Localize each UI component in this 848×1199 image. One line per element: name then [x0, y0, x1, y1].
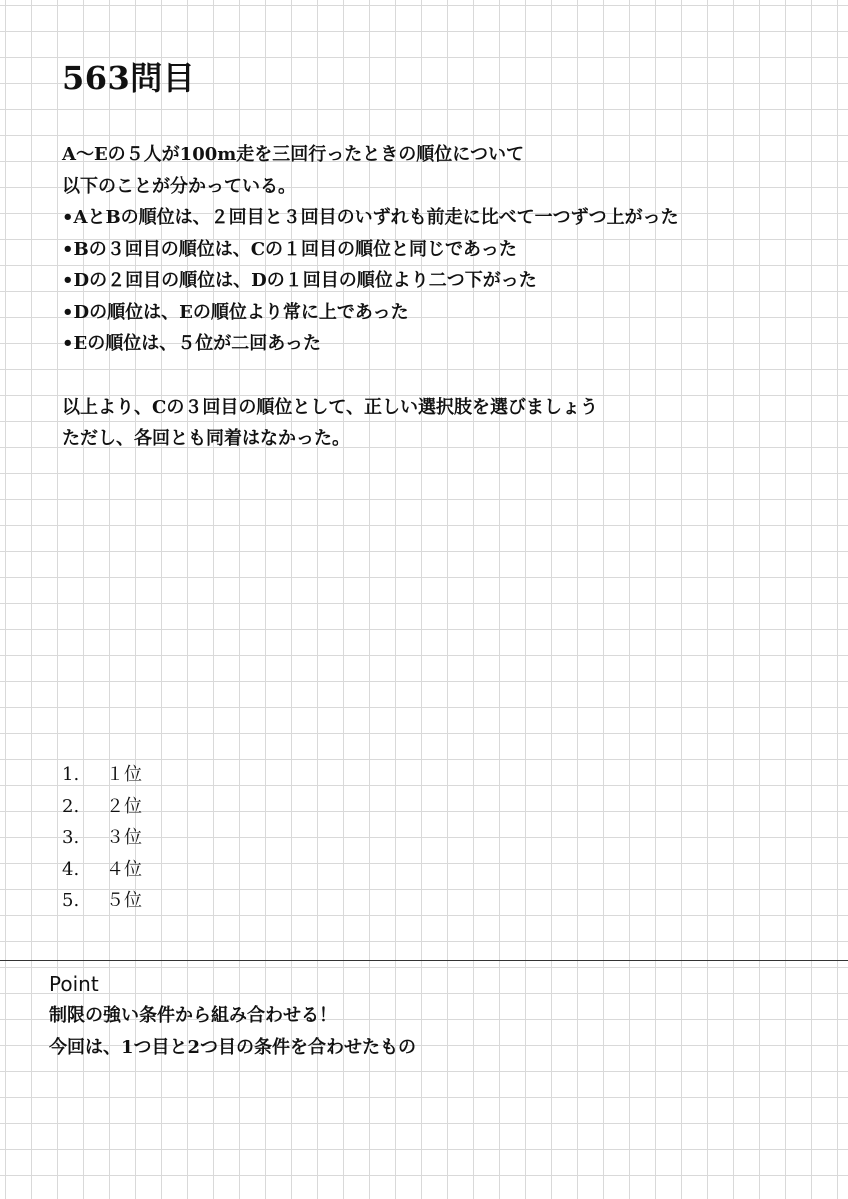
point-label: Point: [49, 972, 99, 996]
problem-statement: [62, 139, 832, 455]
section-divider: [0, 960, 848, 961]
choice-item: [62, 854, 142, 886]
choice-label: ２位: [106, 795, 142, 817]
point-section: [49, 968, 416, 1064]
condition-item: •Bの３回目の順位は、Cの１回目の順位と同じであった: [62, 238, 517, 260]
intro-line: A〜Eの５人が100m走を三回行ったときの順位について: [62, 144, 524, 165]
choice-number: 4.: [62, 858, 80, 880]
choice-number: 1.: [62, 764, 80, 785]
choice-number: 5.: [62, 890, 80, 911]
condition-item: •Dの順位は、Eの順位より常に上であった: [62, 301, 409, 323]
spacer: [62, 360, 832, 392]
question-line: ただし、各回とも同着はなかった。: [62, 428, 350, 449]
condition-item: •AとBの順位は、２回目と３回目のいずれも前走に比べて一つずつ上がった: [62, 207, 679, 228]
choice-label: ４位: [106, 858, 142, 880]
choice-item: [62, 759, 142, 791]
choice-item: [62, 885, 142, 917]
page-title: 563問目: [62, 59, 196, 97]
point-line: 制限の強い条件から組み合わせる！: [49, 1005, 337, 1026]
choice-item: [62, 791, 142, 823]
condition-item: •Eの順位は、５位が二回あった: [62, 333, 322, 354]
choice-label: ３位: [106, 827, 142, 848]
choice-number: 2.: [62, 795, 80, 817]
point-line: 今回は、1つ目と2つ目の条件を合わせたもの: [49, 1037, 417, 1058]
condition-item: •Dの２回目の順位は、Dの１回目の順位より二つ下がった: [62, 270, 537, 291]
intro-line: 以下のことが分かっている。: [62, 175, 296, 197]
answer-choices: [62, 759, 142, 917]
choice-label: ５位: [106, 890, 142, 911]
question-line: 以上より、Cの３回目の順位として、正しい選択肢を選びましょう: [62, 396, 598, 418]
choice-label: １位: [106, 764, 142, 785]
choice-item: [62, 822, 142, 854]
choice-number: 3.: [62, 827, 80, 848]
